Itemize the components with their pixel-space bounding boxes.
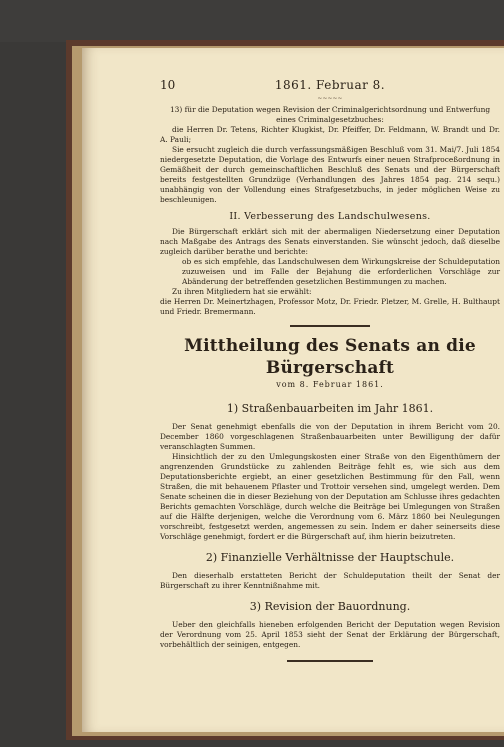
background-left xyxy=(0,0,70,747)
item3-heading: 3) Revision der Bauordnung. xyxy=(249,600,411,613)
main-date: vom 8. Februar 1861. xyxy=(276,380,384,389)
running-title: 1861. Februar 8. xyxy=(274,78,386,92)
item1-paragraph-1: Der Senat genehmigt ebenfalls die von der Deputation in ihrem Bericht vom 20. December 1860 vorgeschlagenen Straßenbauarbeiten unter Bewilligung der dafür veranschlagten Summen. xyxy=(160,422,500,451)
section2-heading: II. Verbesserung des Landschulwesens. xyxy=(229,211,431,222)
page-content xyxy=(160,78,500,662)
running-header xyxy=(160,78,500,96)
section2-question: ob es sich empfehle, das Landschulwesen dem Wirkungskreise der Schuldeputation zuzuweisen und im Falle der Bejahung die erforderlichen Vorschläge zur Abänderung der betreffenden gesetzlichen Bestimmungen zu machen. xyxy=(182,257,500,286)
divider-rule xyxy=(290,325,370,327)
end-rule xyxy=(287,660,373,662)
main-title: Mittheilung des Senats an die Bürgerschaft xyxy=(184,336,476,378)
background-top xyxy=(0,0,504,42)
page-number: 10 xyxy=(160,78,176,92)
section13-title: 13) für die Deputation wegen Revision der Criminalgerichtsordnung und Entwerfung eines Criminalgesetzbuches: xyxy=(169,105,491,124)
section2-members-intro: Zu ihren Mitgliedern hat sie erwählt: xyxy=(172,287,312,296)
section2-members: die Herren Dr. Meinertzhagen, Professor Motz, Dr. Friedr. Pletzer, M. Grelle, H. Bulthaupt und Friedr. Bremermann. xyxy=(160,297,500,316)
item2-heading: 2) Finanzielle Verhältnisse der Hauptschule. xyxy=(205,551,455,564)
item1-paragraph-2: Hinsichtlich der zu den Umlegungskosten einer Straße von den Eigenthümern der angrenzenden Grundstücke zu zahlenden Beiträge fehlt es, wie sich aus dem Deputationsberichte ergiebt, an einer gesetzlichen Bestimmung für den Fall, wenn Straßen, die mit behauenem Pflaster und Trottoir versehen sind, umgelegt werden. Dem Senate scheinen die in dieser Beziehung von der Deputation am Schlusse ihres gedachten Berichts gemachten Vorschläge, durch welche die Beiträge bei Umlegungen von Straßen auf die Hälfte derjenigen, welche die Verordnung vom 6. März 1860 bei Neulegungen vorschreibt, festgesetzt werden, angemessen zu sein. Indem er daher seinerseits diese Vorschläge genehmigt, fordert er die Bürgerschaft auf, ihm hierin beizutreten. xyxy=(160,452,500,541)
item2-paragraph: Den dieserhalb erstatteten Bericht der Schuldeputation theilt der Senat der Bürgerschaft zu ihrer Kenntnißnahme mit. xyxy=(160,571,500,590)
item3-paragraph: Ueber den gleichfalls hieneben erfolgenden Bericht der Deputation wegen Revision der Verordnung vom 25. April 1853 sieht der Senat der Erklärung der Bürgerschaft, vorbehältlich der seinigen, entgegen. xyxy=(160,620,500,649)
section2-body: Die Bürgerschaft erklärt sich mit der abermaligen Niedersetzung einer Deputation nach Maßgabe des Antrags des Senats einverstanden. Sie wünscht jedoch, daß dieselbe zugleich darüber berathe und berichte: xyxy=(160,227,500,256)
section13-members: die Herren Dr. Tetens, Richter Klugkist, Dr. Pfeiffer, Dr. Feldmann, W. Brandt und Dr. A. Pauli; xyxy=(160,125,500,144)
section13-request: Sie ersucht zugleich die durch verfassungsmäßigen Beschluß vom 31. Mai/7. Juli 1854 niedergesetzte Deputation, die Vorlage des Entwurfs einer neuen Strafproceßordnung in Gemäßheit der durch gemeinschaftlichen Beschluß des Senats und der Bürgerschaft bereits festgestellten Grundzüge (Verhandlungen des Jahres 1854 pag. 214 sequ.) unabhängig von der Vollendung eines Strafgesetzbuchs, in jeder möglichen Weise zu beschleunigen. xyxy=(160,145,500,204)
item1-heading: 1) Straßenbauarbeiten im Jahr 1861. xyxy=(226,402,434,415)
book-page xyxy=(82,48,504,732)
header-ornament: ~~~~~ xyxy=(317,95,343,102)
